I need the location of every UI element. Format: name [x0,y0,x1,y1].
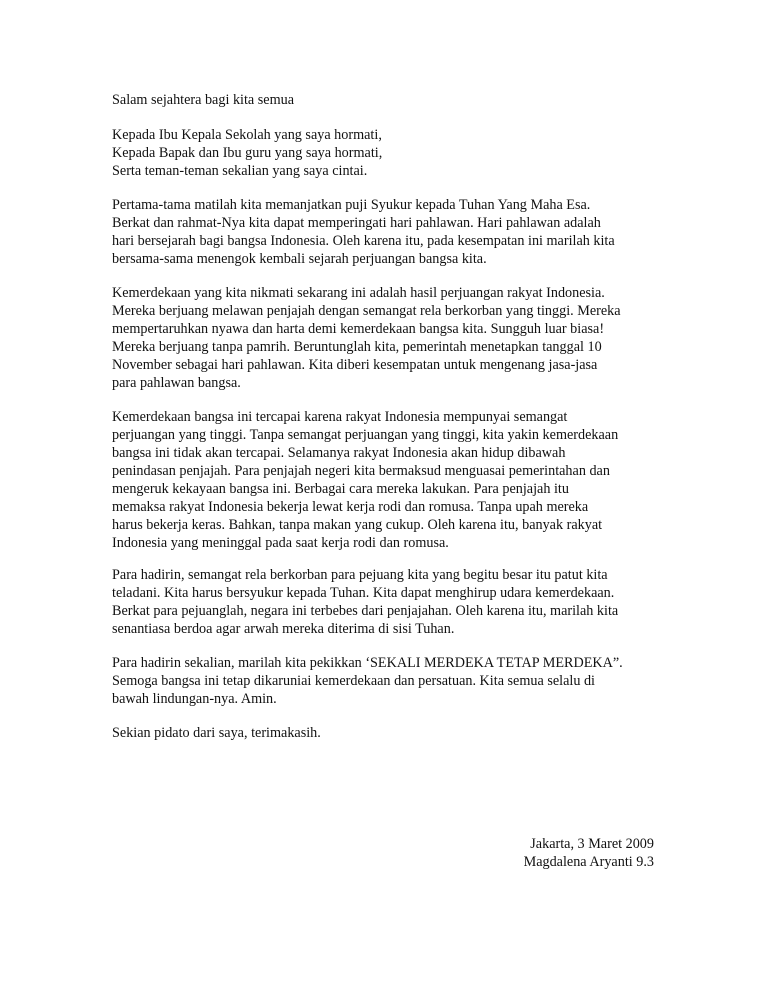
paragraph-3-line: penindasan penjajah. Para penjajah negeri kita bermaksud menguasai pemerintahan dan [112,463,610,479]
closing-text: Sekian pidato dari saya, terimakasih. [112,725,321,741]
paragraph-2-line: November sebagai hari pahlawan. Kita diberi kesempatan untuk mengenang jasa-jasa [112,357,598,373]
paragraph-4-line: Berkat para pejuanglah, negara ini terbebes dari penjajahan. Oleh karena itu, marilah kita [112,603,619,619]
paragraph-4-line: teladani. Kita harus bersyukur kepada Tuhan. Kita dapat menghirup udara kemerdekaan. [112,585,615,601]
paragraph-4-line: senantiasa berdoa agar arwah mereka diterima di sisi Tuhan. [112,621,455,637]
paragraph-5-line: bawah lindungan-nya. Amin. [112,691,277,707]
salutation-line: Serta teman-teman sekalian yang saya cintai. [112,163,368,179]
paragraph-2-line: Mereka berjuang melawan penjajah dengan semangat rela berkorban yang tinggi. Mereka [112,303,621,319]
paragraph-4-line: Para hadirin, semangat rela berkorban para pejuang kita yang begitu besar itu patut kita [112,567,608,583]
salutation-line: Kepada Ibu Kepala Sekolah yang saya hormati, [112,127,382,143]
paragraph-1-line: hari bersejarah bagi bangsa Indonesia. Oleh karena itu, pada kesempatan ini marilah kita [112,233,615,249]
paragraph-3-line: Indonesia yang meninggal pada saat kerja rodi dan romusa. [112,535,449,551]
paragraph-5-line: Para hadirin sekalian, marilah kita pekikkan ‘SEKALI MERDEKA TETAP MERDEKA”. [112,655,623,671]
salutation-line: Kepada Bapak dan Ibu guru yang saya hormati, [112,145,383,161]
paragraph-1-line: Berkat dan rahmat-Nya kita dapat memperingati hari pahlawan. Hari pahlawan adalah [112,215,601,231]
paragraph-3-line: memaksa rakyat Indonesia bekerja lewat kerja rodi dan romusa. Tanpa upah mereka [112,499,589,515]
paragraph-2-line: Kemerdekaan yang kita nikmati sekarang ini adalah hasil perjuangan rakyat Indonesia. [112,285,605,301]
paragraph-1-line: Pertama-tama matilah kita memanjatkan puji Syukur kepada Tuhan Yang Maha Esa. [112,197,591,213]
paragraph-2-line: Mereka berjuang tanpa pamrih. Beruntunglah kita, pemerintah menetapkan tanggal 10 [112,339,602,355]
signature-place-date: Jakarta, 3 Maret 2009 [530,836,654,852]
paragraph-2-line: mempertaruhkan nyawa dan harta demi kemerdekaan bangsa kita. Sungguh luar biasa! [112,321,605,337]
greeting-text: Salam sejahtera bagi kita semua [112,92,295,108]
paragraph-5-line: Semoga bangsa ini tetap dikaruniai kemerdekaan dan persatuan. Kita semua selalu di [112,673,595,689]
paragraph-3-line: harus bekerja keras. Bahkan, tanpa makan yang cukup. Oleh karena itu, banyak rakyat [112,517,603,533]
signature-name: Magdalena Aryanti 9.3 [523,854,654,870]
paragraph-1-line: bersama-sama menengok kembali sejarah perjuangan bangsa kita. [112,251,487,267]
paragraph-3-line: mengeruk kekayaan bangsa ini. Berbagai cara mereka lakukan. Para penjajah itu [112,481,569,497]
paragraph-2-line: para pahlawan bangsa. [112,375,241,391]
paragraph-3-line: bangsa ini tidak akan tercapai. Selamanya rakyat Indonesia akan hidup dibawah [112,445,566,461]
paragraph-3-line: Kemerdekaan bangsa ini tercapai karena rakyat Indonesia mempunyai semangat [112,409,568,425]
paragraph-3-line: perjuangan yang tinggi. Tanpa semangat perjuangan yang tinggi, kita yakin kemerdekaan [112,427,619,443]
